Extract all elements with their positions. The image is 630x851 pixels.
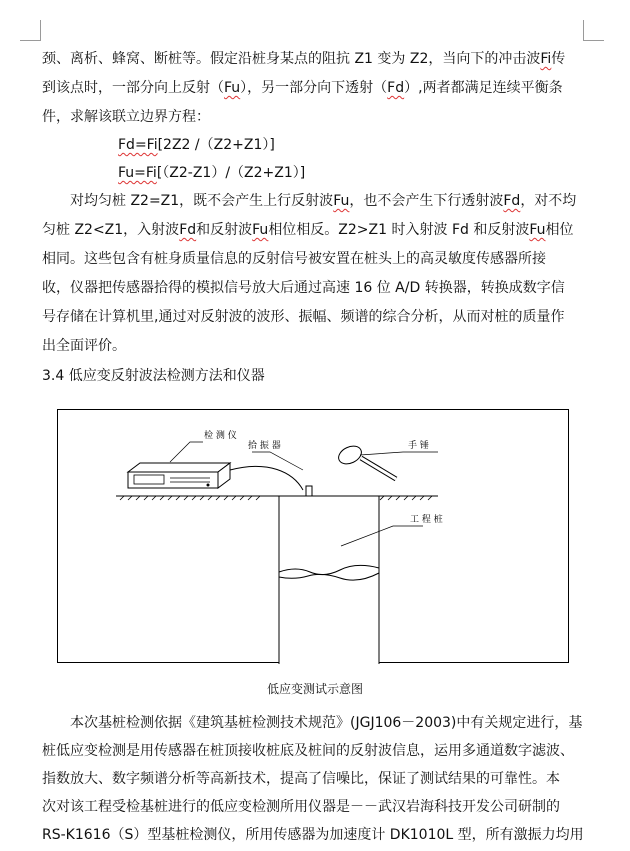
formula-fu [118,165,305,181]
leader-instrument [170,442,203,462]
paragraph1-line1 [42,51,565,67]
term-fi: Fi [540,51,552,67]
sensor-body [306,486,312,496]
text: 颈、离析、蜂窝、断桩等。假定沿桩身某点的阻抗 Z1 变为 Z2，当向下的冲击波 [42,51,541,67]
text: 对均匀桩 Z2=Z1，既不会产生上行反射波 [70,193,334,209]
label-hammer: 手 锤 [408,441,429,451]
paragraph2-line6: 出全面评价。 [42,338,126,354]
label-instrument: 检 测 仪 [204,431,237,441]
figure-caption: 低应变测试示意图 [266,682,363,696]
term-fd: Fd [387,80,405,96]
text: 到该点时，一部分向上反射（ [42,80,224,96]
hand-hammer [336,443,396,479]
figure-low-strain-test [57,409,569,663]
formula-fd-rhs: [2Z2 /（Z2+Z1）] [157,137,275,153]
section-heading: 3.4 低应变反射波法检测方法和仪器 [42,368,265,384]
paragraph2-line5: 号存储在计算机里,通过对反射波的波形、振幅、频谱的综合分析，从而对桩的质量作 [42,309,565,325]
text: ，对不均 [520,193,577,209]
page-corner-mark-top-left [20,20,41,41]
term-fd: Fd [503,193,521,209]
instrument-device [128,463,230,488]
paragraph1-line3: 件，求解该联立边界方程： [42,109,210,125]
term-fu: Fu [529,222,546,238]
formula-fd-lhs: Fd=Fi [118,137,158,153]
paragraph3-line3: 指数放大、数字频谱分析等高新技术，提高了信噪比，保证了测试结果的可靠性。本 [42,771,560,787]
text: 匀桩 Z2<Z1，入射波 [42,222,180,238]
formula-fu-rhs: [（Z2-Z1）/（Z2+Z1）] [156,165,306,181]
label-pile: 工 程 桩 [410,515,443,525]
paragraph3-line1: 本次基桩检测依据《建筑基桩检测技术规范》(JGJ106－2003)中有关规定进行，基 [70,715,583,731]
term-fu: Fu [333,193,350,209]
figure-diagram [58,410,570,664]
leader-hammer [360,452,438,455]
term-fu: Fu [252,222,269,238]
paragraph1-line2 [42,80,563,96]
text: ）,两者都满足连续平衡条 [404,80,563,96]
text: ），另一部分向下透射（ [240,80,388,96]
sensor-cable [230,466,303,490]
paragraph3-line5: RS-K1616（S）型基桩检测仪，所用传感器为加速度计 DK1010L 型，所有激振力均用 [42,827,584,843]
text: 传 [551,51,566,67]
paragraph2-line3: 相同。这些包含有桩身质量信息的反射信号被安置在桩头上的高灵敏度传感器所接 [42,251,546,267]
text: 相位相反。Z2>Z1 时入射波 Fd 和反射波 [268,222,530,238]
paragraph2-line2 [42,222,574,238]
formula-fu-lhs: Fu=Fi [118,165,157,181]
text: 相位 [545,222,574,238]
text: ，也不会产生下行透射波 [349,193,504,209]
text: 和反射波 [196,222,253,238]
label-sensor: 拾 振 器 [248,441,281,451]
leader-sensor [252,452,303,470]
pile-fill [279,496,379,664]
term-fd: Fd [179,222,197,238]
paragraph2-line4: 收，仪器把传感器拾得的模拟信号放大后通过高速 16 位 A/D 转换器，转换成数字信 [42,280,565,296]
term-fu: Fu [224,80,241,96]
formula-fd [118,137,275,153]
paragraph2-line1 [70,193,576,209]
ground-hatching [120,496,432,500]
page-corner-mark-top-right [583,20,604,41]
paragraph3-line4: 次对该工程受检基桩进行的低应变检测所用仪器是－－武汉岩海科技开发公司研制的 [42,799,560,815]
paragraph3-line2: 桩低应变检测是用传感器在桩顶接收桩底及桩间的反射波信息，运用多通道数字滤波、 [42,743,574,759]
